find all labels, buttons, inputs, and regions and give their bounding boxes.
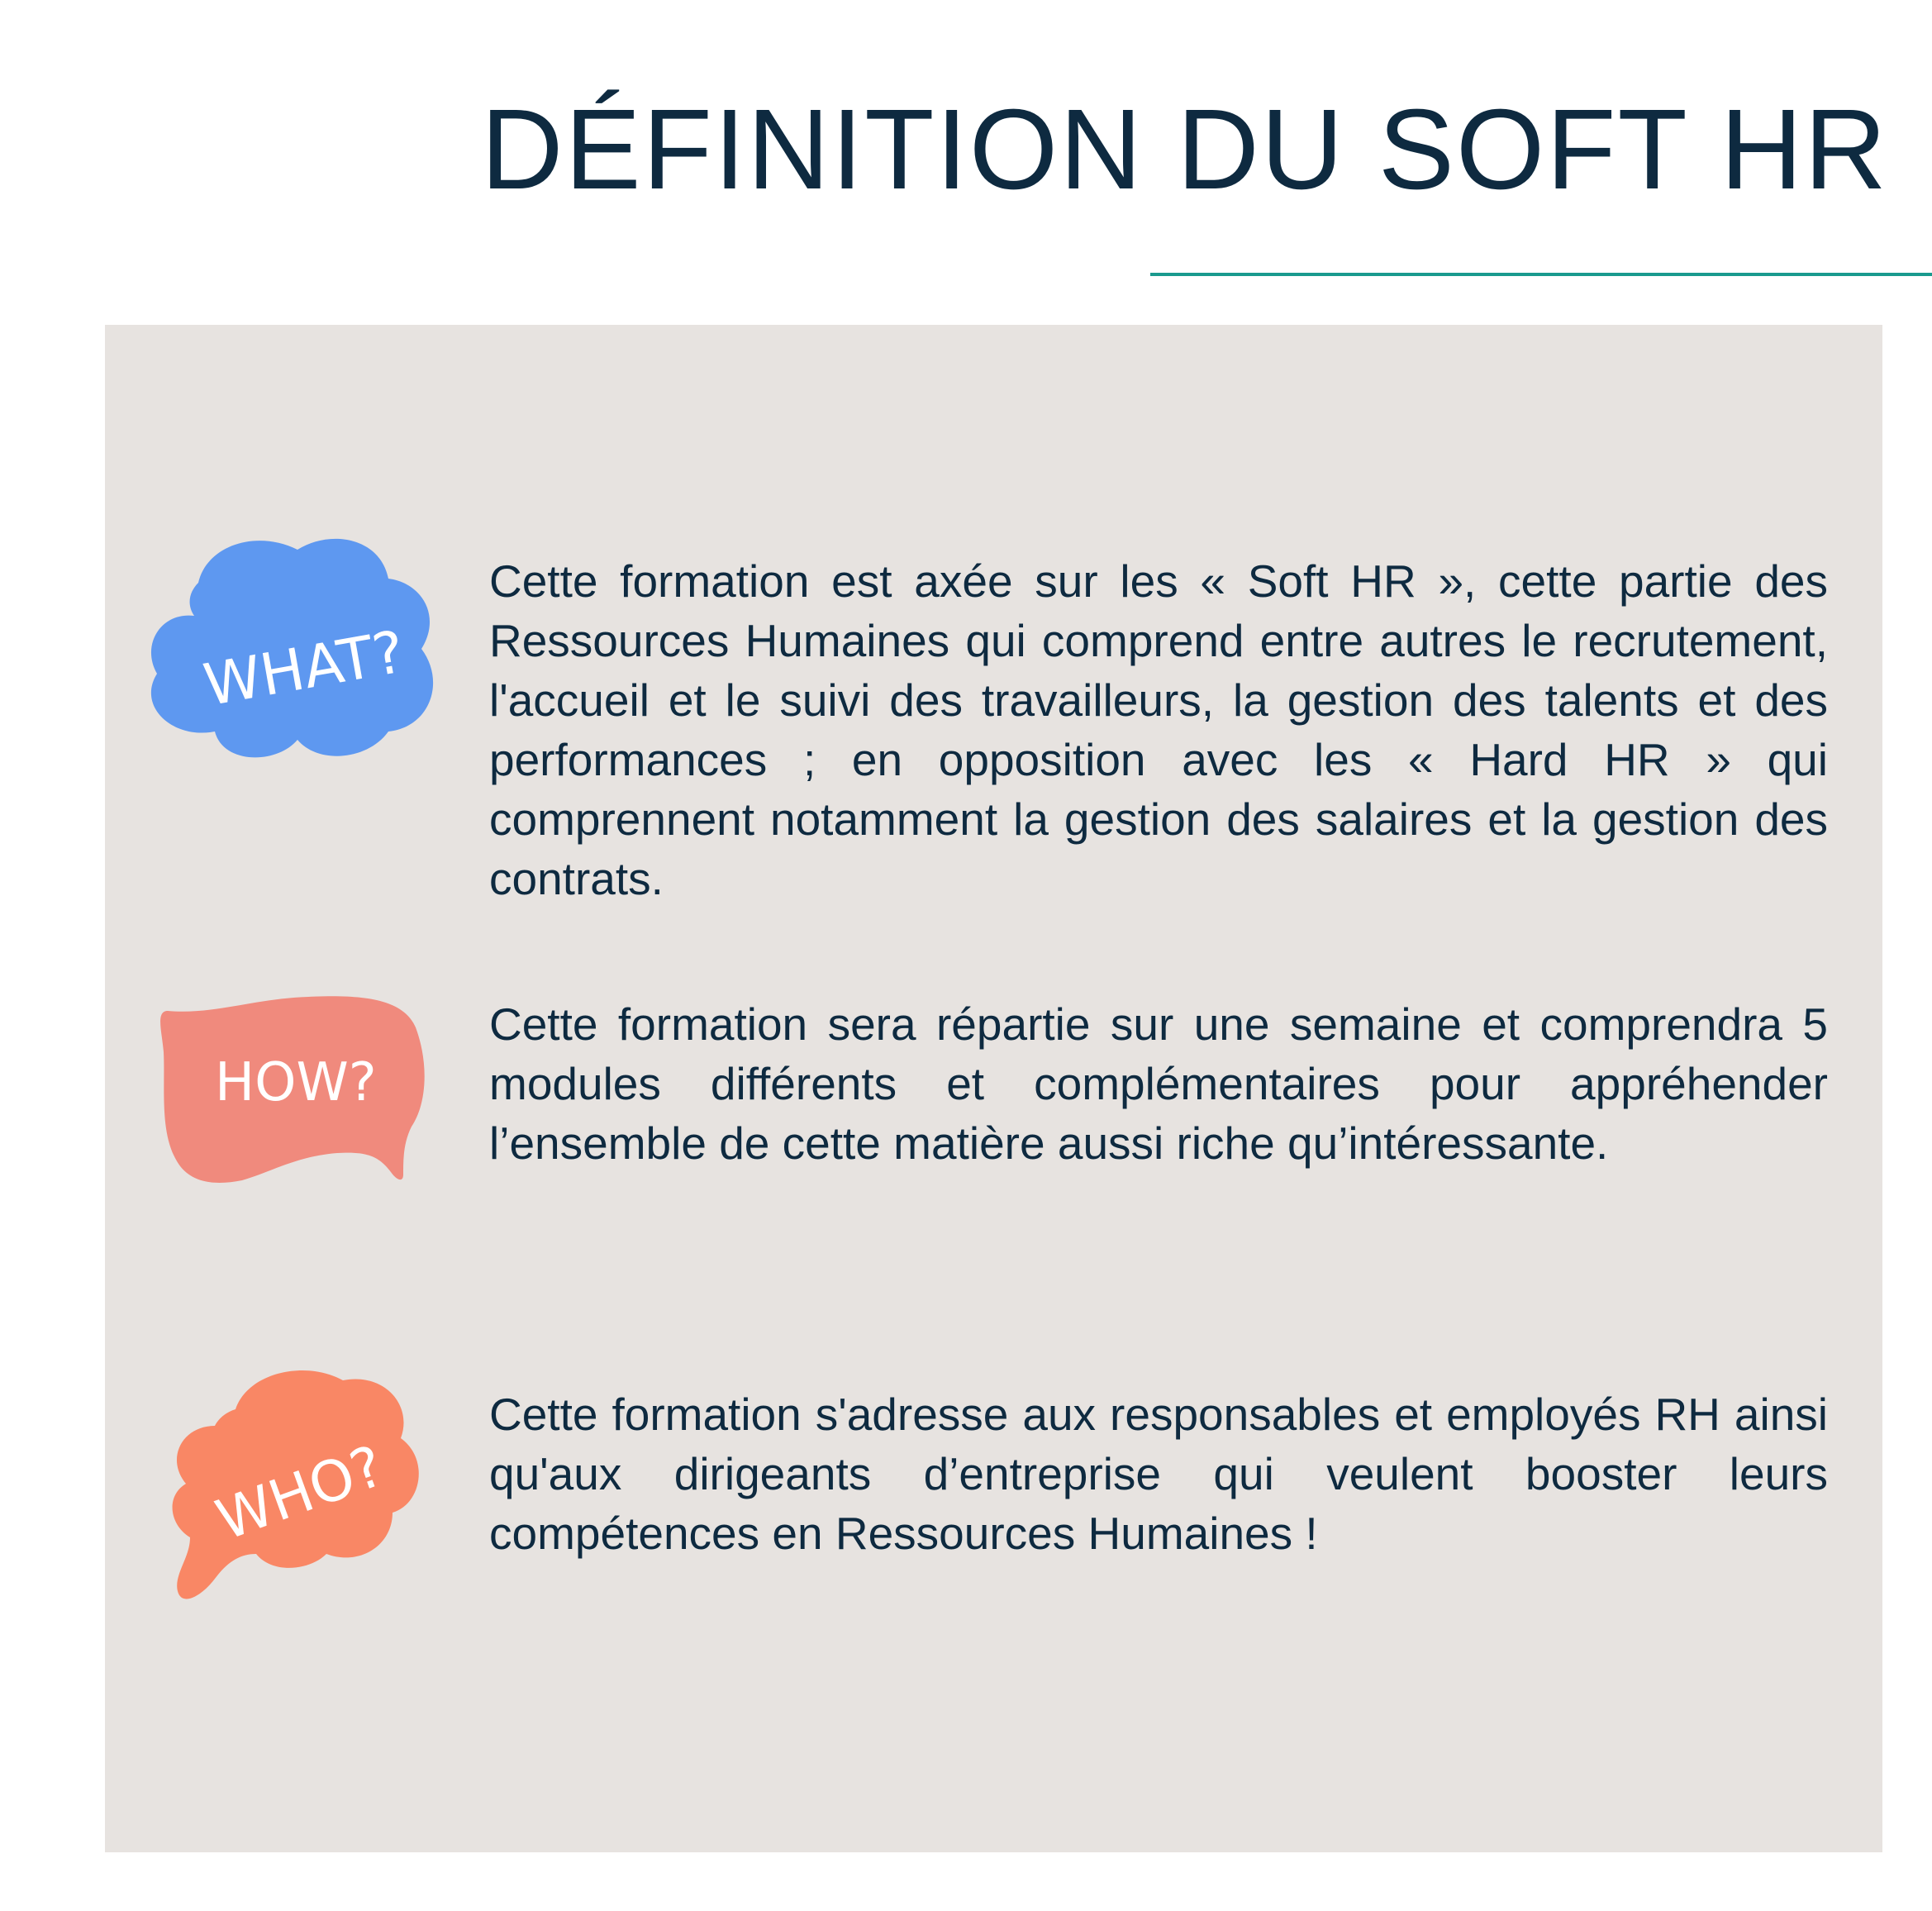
what-paragraph: Cette formation est axée sur les « Soft HR », cette partie des Ressources Humaines qui comprend entre autres le recrutement, l'accueil et le suivi des travailleurs, la gestion des talents et des performances ; en opposition avec les « Hard HR » qui comprennent notamment la gestion des salaires et la gestion des contrats. bbox=[489, 555, 1828, 904]
how-paragraph: Cette formation sera répartie sur une semaine et comprendra 5 modules différents et complémentaires pour appréhender l’ensemble de cette matière aussi riche qu’intéressante. bbox=[489, 998, 1828, 1169]
who-bubble-icon bbox=[165, 1360, 430, 1599]
what-bubble-label: WHAT? bbox=[198, 617, 410, 720]
who-bubble-label: WHO? bbox=[208, 1433, 393, 1554]
who-paragraph: Cette formation s'adresse aux responsables et employés RH ainsi qu'aux dirigeants d’entreprise qui veulent booster leurs compétences en Ressources Humaines ! bbox=[489, 1389, 1828, 1559]
title-underline bbox=[1150, 273, 1932, 276]
how-bubble-icon bbox=[155, 994, 436, 1184]
what-bubble-icon bbox=[140, 525, 446, 760]
page-title: DÉFINITION DU SOFT HR bbox=[480, 86, 1888, 213]
how-bubble-label: HOW? bbox=[215, 1052, 377, 1113]
